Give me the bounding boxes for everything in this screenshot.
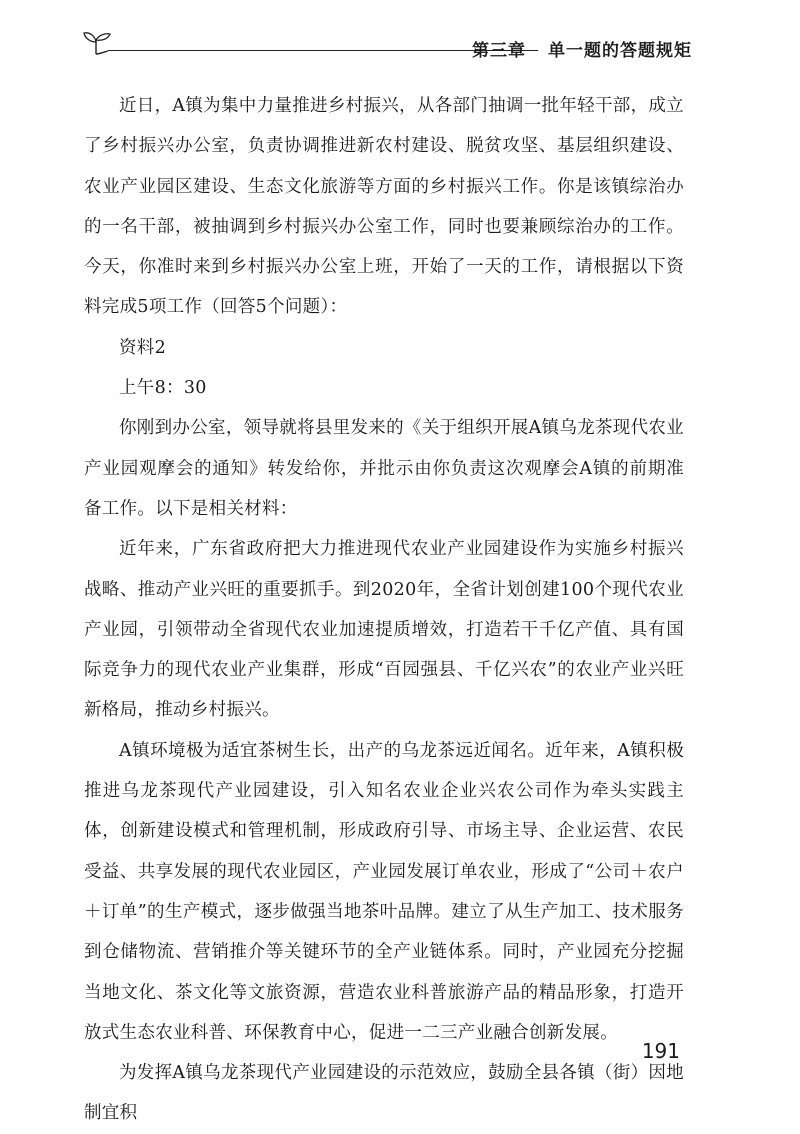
material-label: 资料2 [119,337,167,358]
paragraph-background: 近年来，广东省政府把大力推进现代农业产业园建设作为实施乡村振兴战略、推动产业兴旺的重要抓手。到2020年，全省计划创建100个现代农业产业园，引领带动全省现代农业加速提质增效，打造若干千亿产值、具有国际竞争力的现代农业产业集群，形成“百园强县、千亿兴农”的农业产业兴旺新格局，推动乡村振兴。 [84,539,684,721]
chapter-title: 单一题的答题规矩 [548,41,692,61]
chapter-heading [472,36,692,61]
running-header [80,28,692,64]
paragraph-notice: 你刚到办公室，领导就将县里发来的《关于组织开展A镇乌龙茶现代农业产业园观摩会的通知》转发给你，并批示由你负责这次观摩会A镇的前期准备工作。以下是相关材料： [84,418,684,519]
body-text [84,86,684,1134]
paragraph-town: A镇环境极为适宜茶树生长，出产的乌龙茶远近闻名。近年来，A镇积极推进乌龙茶现代产业园建设，引入知名农业企业兴农公司作为牵头实践主体，创新建设模式和管理机制，形成政府引导、市场主导、企业运营、农民受益、共享发展的现代农业园区，产业园发展订单农业，形成了“公司＋农户＋订单”的生产模式，逐步做强当地茶叶品牌。建立了从生产加工、技术服务到仓储物流、营销推介等关键环节的全产业链体系。同时，产业园充分挖掘当地文化、茶文化等文旅资源，营造农业科普旅游产品的精品形象，打造开放式生态农业科普、环保教育中心，促进一二三产业融合创新发展。 [84,740,684,1043]
paragraph-intro: 近日，A镇为集中力量推进乡村振兴，从各部门抽调一批年轻干部，成立了乡村振兴办公室，负责协调推进新农村建设、脱贫攻坚、基层组织建设、农业产业园区建设、生态文化旅游等方面的乡村振兴工作。你是该镇综治办的一名干部，被抽调到乡村振兴办公室工作，同时也要兼顾综治办的工作。今天，你准时来到乡村振兴办公室上班，开始了一天的工作，请根据以下资料完成5项工作（回答5个问题）： [84,96,684,318]
time-label: 上午8：30 [119,378,207,399]
chapter-label: 第三章 [472,41,526,61]
page-number: 191 [641,1039,680,1063]
sprout-icon [80,28,114,62]
paragraph-continued: 为发挥A镇乌龙茶现代产业园建设的示范效应，鼓励全县各镇（街）因地制宜积 [84,1063,684,1124]
